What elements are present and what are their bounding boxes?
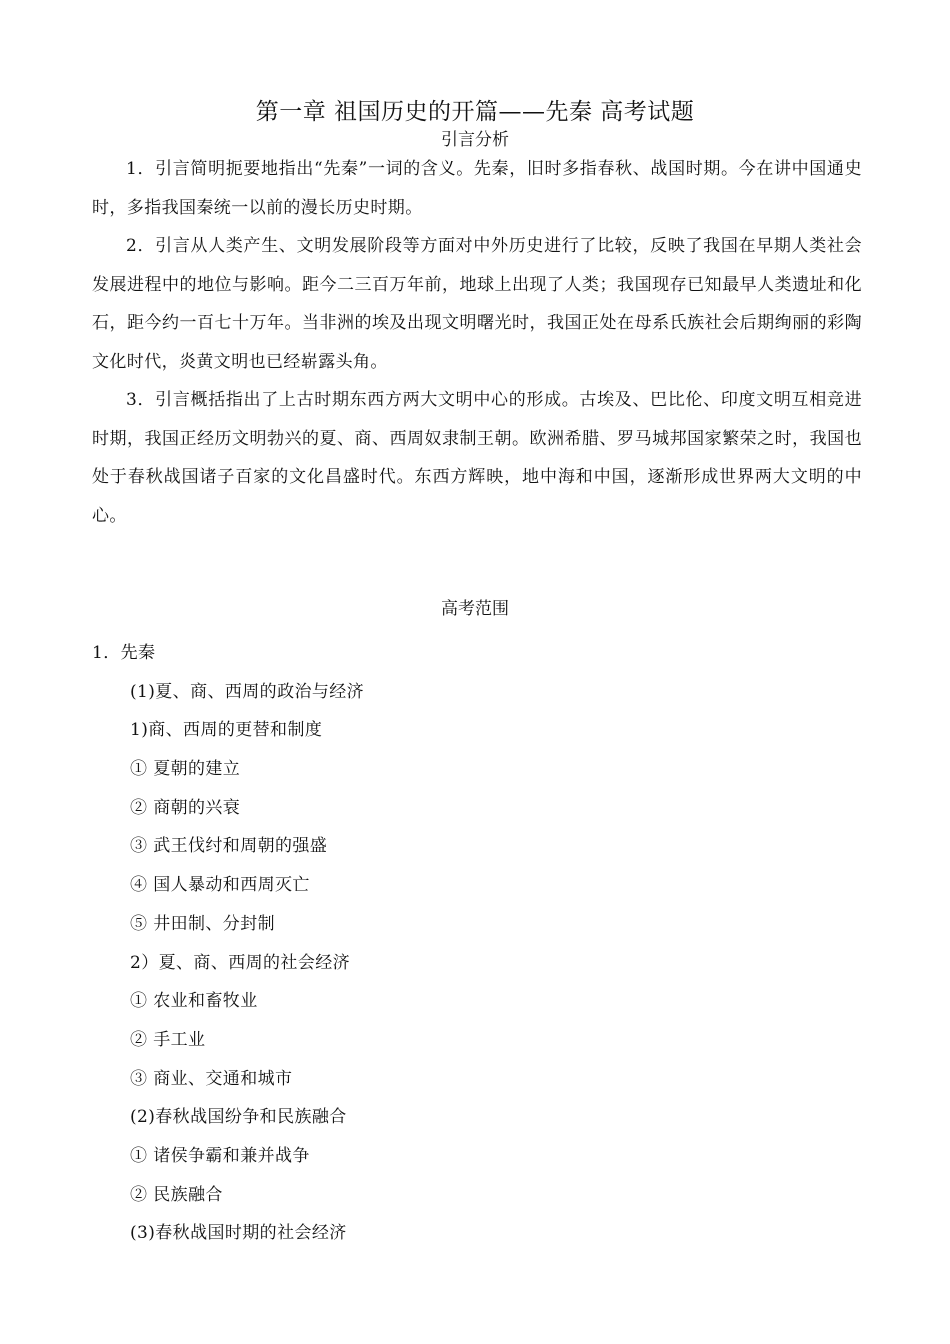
outline-item: 1)商、西周的更替和制度	[130, 720, 323, 741]
document-title: 第一章 祖国历史的开篇——先秦 高考试题	[255, 99, 695, 125]
intro-paragraph-3: 3．引言概括指出了上古时期东西方两大文明中心的形成。古埃及、巴比伦、印度文明互相竞进时期，我国正经历文明勃兴的夏、商、西周奴隶制王朝。欧洲希腊、罗马城邦国家繁荣之时，我国也处于春秋战国诸子百家的文化昌盛时代。东西方辉映，地中海和中国，逐渐形成世界两大文明的中心。	[92, 390, 862, 526]
outline-item: 2）夏、商、西周的社会经济	[130, 952, 351, 973]
outline-item: ③ 商业、交通和城市	[130, 1068, 293, 1089]
intro-paragraph-2: 2．引言从人类产生、文明发展阶段等方面对中外历史进行了比较，反映了我国在早期人类社会发展进程中的地位与影响。距今二三百万年前，地球上出现了人类；我国现存已知最早人类遗址和化石，距今约一百七十万年。当非洲的埃及出现文明曙光时，我国正处在母系氏族社会后期绚丽的彩陶文化时代，炎黄文明也已经崭露头角。	[92, 236, 862, 372]
outline-item: ① 夏朝的建立	[130, 759, 241, 780]
outline-item: ① 诸侯争霸和兼并战争	[130, 1145, 310, 1166]
scope-outline	[92, 634, 862, 1253]
outline-item: ④ 国人暴动和西周灭亡	[130, 875, 310, 896]
intro-heading: 引言分析	[441, 130, 509, 150]
outline-item: ② 手工业	[130, 1029, 206, 1050]
outline-item: ③ 武王伐纣和周朝的强盛	[130, 836, 328, 857]
outline-item: (2)春秋战国纷争和民族融合	[130, 1107, 347, 1128]
outline-item: ② 民族融合	[130, 1184, 223, 1205]
scope-heading: 高考范围	[441, 599, 509, 619]
intro-section	[92, 150, 862, 535]
outline-item: 1．先秦	[92, 643, 156, 663]
outline-item: ⑤ 井田制、分封制	[130, 913, 276, 934]
outline-item: ① 农业和畜牧业	[130, 991, 258, 1012]
outline-item: ② 商朝的兴衰	[130, 797, 241, 818]
outline-item: (3)春秋战国时期的社会经济	[130, 1223, 347, 1244]
intro-paragraph-1: 1．引言简明扼要地指出“先秦”一词的含义。先秦，旧时多指春秋、战国时期。今在讲中国通史时，多指我国秦统一以前的漫长历史时期。	[92, 159, 862, 218]
outline-item: (1)夏、商、西周的政治与经济	[130, 681, 365, 702]
